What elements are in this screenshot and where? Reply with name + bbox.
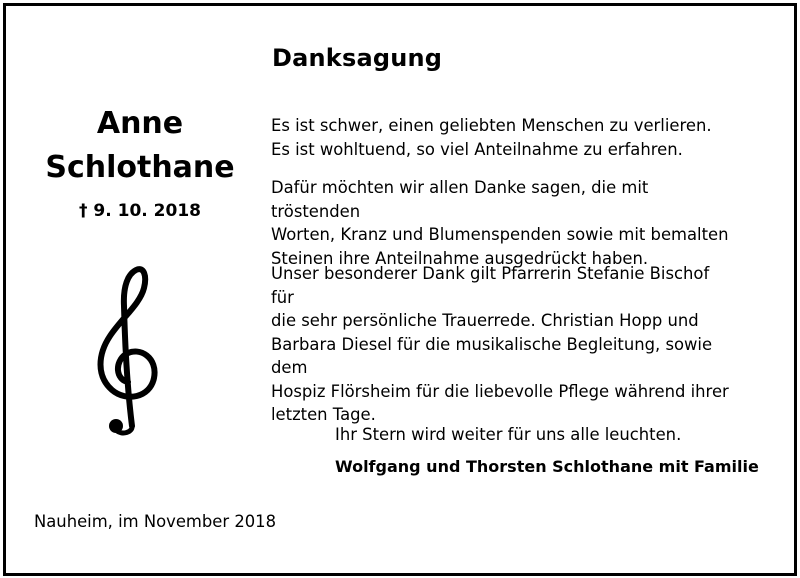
paragraph-2: Dafür möchten wir allen Danke sagen, die mit tröstenden Worten, Kranz und Blumenspenden sowie mit bemalten Steinen ihre Anteilnahme ausgedrückt haben. (271, 178, 729, 268)
death-date: † 9. 10. 2018 (79, 201, 201, 221)
deceased-last-name: Schlothane (45, 150, 235, 185)
paragraph-1: Es ist schwer, einen geliebten Menschen zu verlieren. Es ist wohltuend, so viel Anteilnahme zu erfahren. (271, 116, 712, 159)
deceased-first-name: Anne (96, 106, 184, 141)
place-date: Nauheim, im November 2018 (34, 512, 277, 531)
notice-heading: Danksagung (272, 44, 443, 72)
signature: Wolfgang und Thorsten Schlothane mit Familie (335, 457, 759, 476)
closing-line: Ihr Stern wird weiter für uns alle leuchten. (335, 425, 682, 444)
paragraph-3: Unser besonderer Dank gilt Pfarrerin Stefanie Bischof für die sehr persönliche Trauerrede. Christian Hopp und Barbara Diesel für die musikalische Begleitung, sowie dem Hospiz Flörsheim für die liebevolle Pflege während ihrer letzten Tage. (271, 264, 729, 424)
treble-clef-icon (92, 266, 164, 436)
